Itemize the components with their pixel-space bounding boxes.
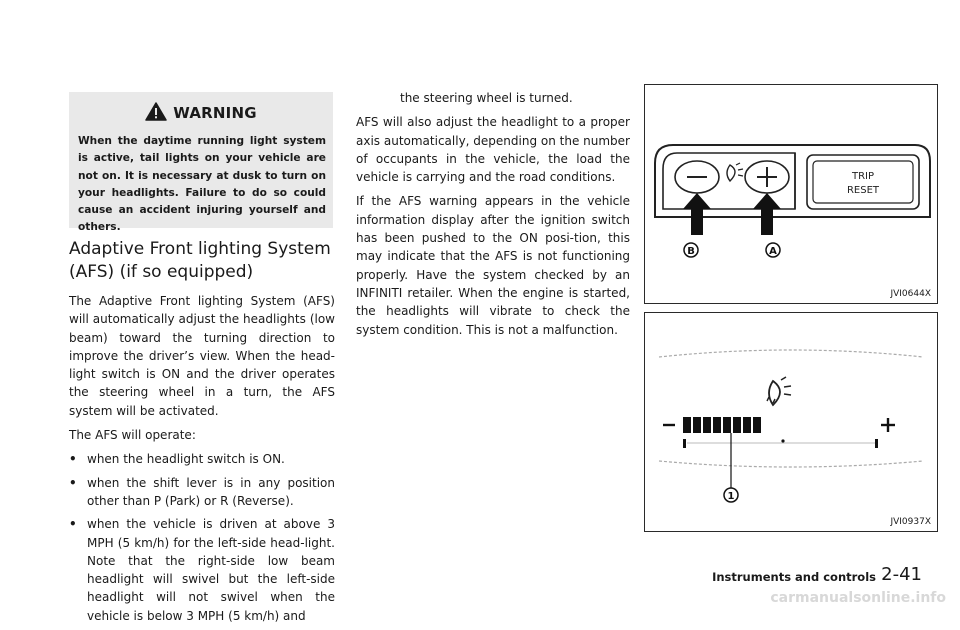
- headlight-aim-icon: [727, 163, 743, 181]
- reset-label: RESET: [846, 185, 880, 196]
- warning-triangle-icon: [145, 102, 167, 125]
- section-title-line1: Adaptive Front lighting System: [69, 239, 331, 259]
- callout-a: A: [769, 246, 777, 257]
- arrow-a-icon: [753, 193, 781, 235]
- figure-code: JVI0644X: [890, 289, 931, 299]
- intro-paragraph: The Adaptive Front lighting System (AFS) will automatically adjust the headlights (low beam) toward the turning direction to improve the driver’s view. When the head-light switch is ON and the driver operates the steering wheel in a turn, the AFS system will be activated.: [69, 294, 335, 418]
- warning-header: [69, 100, 333, 126]
- section-title-line2: (AFS) (if so equipped): [69, 262, 254, 282]
- callout-1: 1: [727, 491, 735, 502]
- list-item: • when the vehicle is driven at above 3 MPH (5 km/h) for the left-side head-light. Note that the right-side low beam headlight will swivel but the left-side headlight will not swivel when the vehicle is below 3 MPH (5 km/h) and: [69, 515, 335, 625]
- page-number: 2-41: [881, 564, 922, 585]
- trip-label: TRIP: [851, 171, 875, 182]
- bullet-icon: •: [69, 475, 77, 490]
- axis-paragraph: AFS will also adjust the headlight to a proper axis automatically, depending on the number of occupants in the vehicle, the load the vehicle is carrying and the road conditions.: [356, 115, 630, 185]
- section-title: [69, 238, 339, 284]
- list-item: • when the headlight switch is ON.: [69, 450, 335, 468]
- operate-label: The AFS will operate:: [69, 428, 196, 443]
- continuation-text: the steering wheel is turned.: [400, 91, 573, 105]
- watermark: carmanualsonline.info: [770, 590, 946, 606]
- warning-title: WARNING: [173, 104, 257, 122]
- figure-code: JVI0937X: [890, 517, 931, 527]
- display-illustration: [645, 313, 937, 531]
- figure-display-gauge: [644, 312, 938, 532]
- column-2: [356, 89, 630, 345]
- level-bar: [683, 417, 761, 433]
- bullet-icon: •: [69, 452, 77, 467]
- warning-paragraph: If the AFS warning appears in the vehicle information display after the ignition switch has been pushed to the ON posi-tion, this may indicate that the AFS is not functioning properly. Have the system checked by an INFINITI retailer. When the engine is started, the headlights will vibrate to check the system condition. This is not a malfunction.: [356, 194, 630, 337]
- column-1: [69, 292, 335, 630]
- footer-section-title: Instruments and controls: [712, 570, 876, 584]
- headlight-aim-icon: [767, 377, 791, 405]
- arrow-b-icon: [683, 193, 711, 235]
- bullet-icon: •: [69, 517, 77, 532]
- list-item: • when the shift lever is in any position other than P (Park) or R (Reverse).: [69, 474, 335, 511]
- switch-panel-illustration: [645, 85, 937, 303]
- callout-b: B: [687, 246, 695, 257]
- warning-text: When the daytime running light system is active, tail lights on your vehicle are not on. It is necessary at dusk to turn on your headlights. Failure to do so could cause an accident injuring yourself and others.: [78, 135, 326, 234]
- figure-switch-panel: [644, 84, 938, 304]
